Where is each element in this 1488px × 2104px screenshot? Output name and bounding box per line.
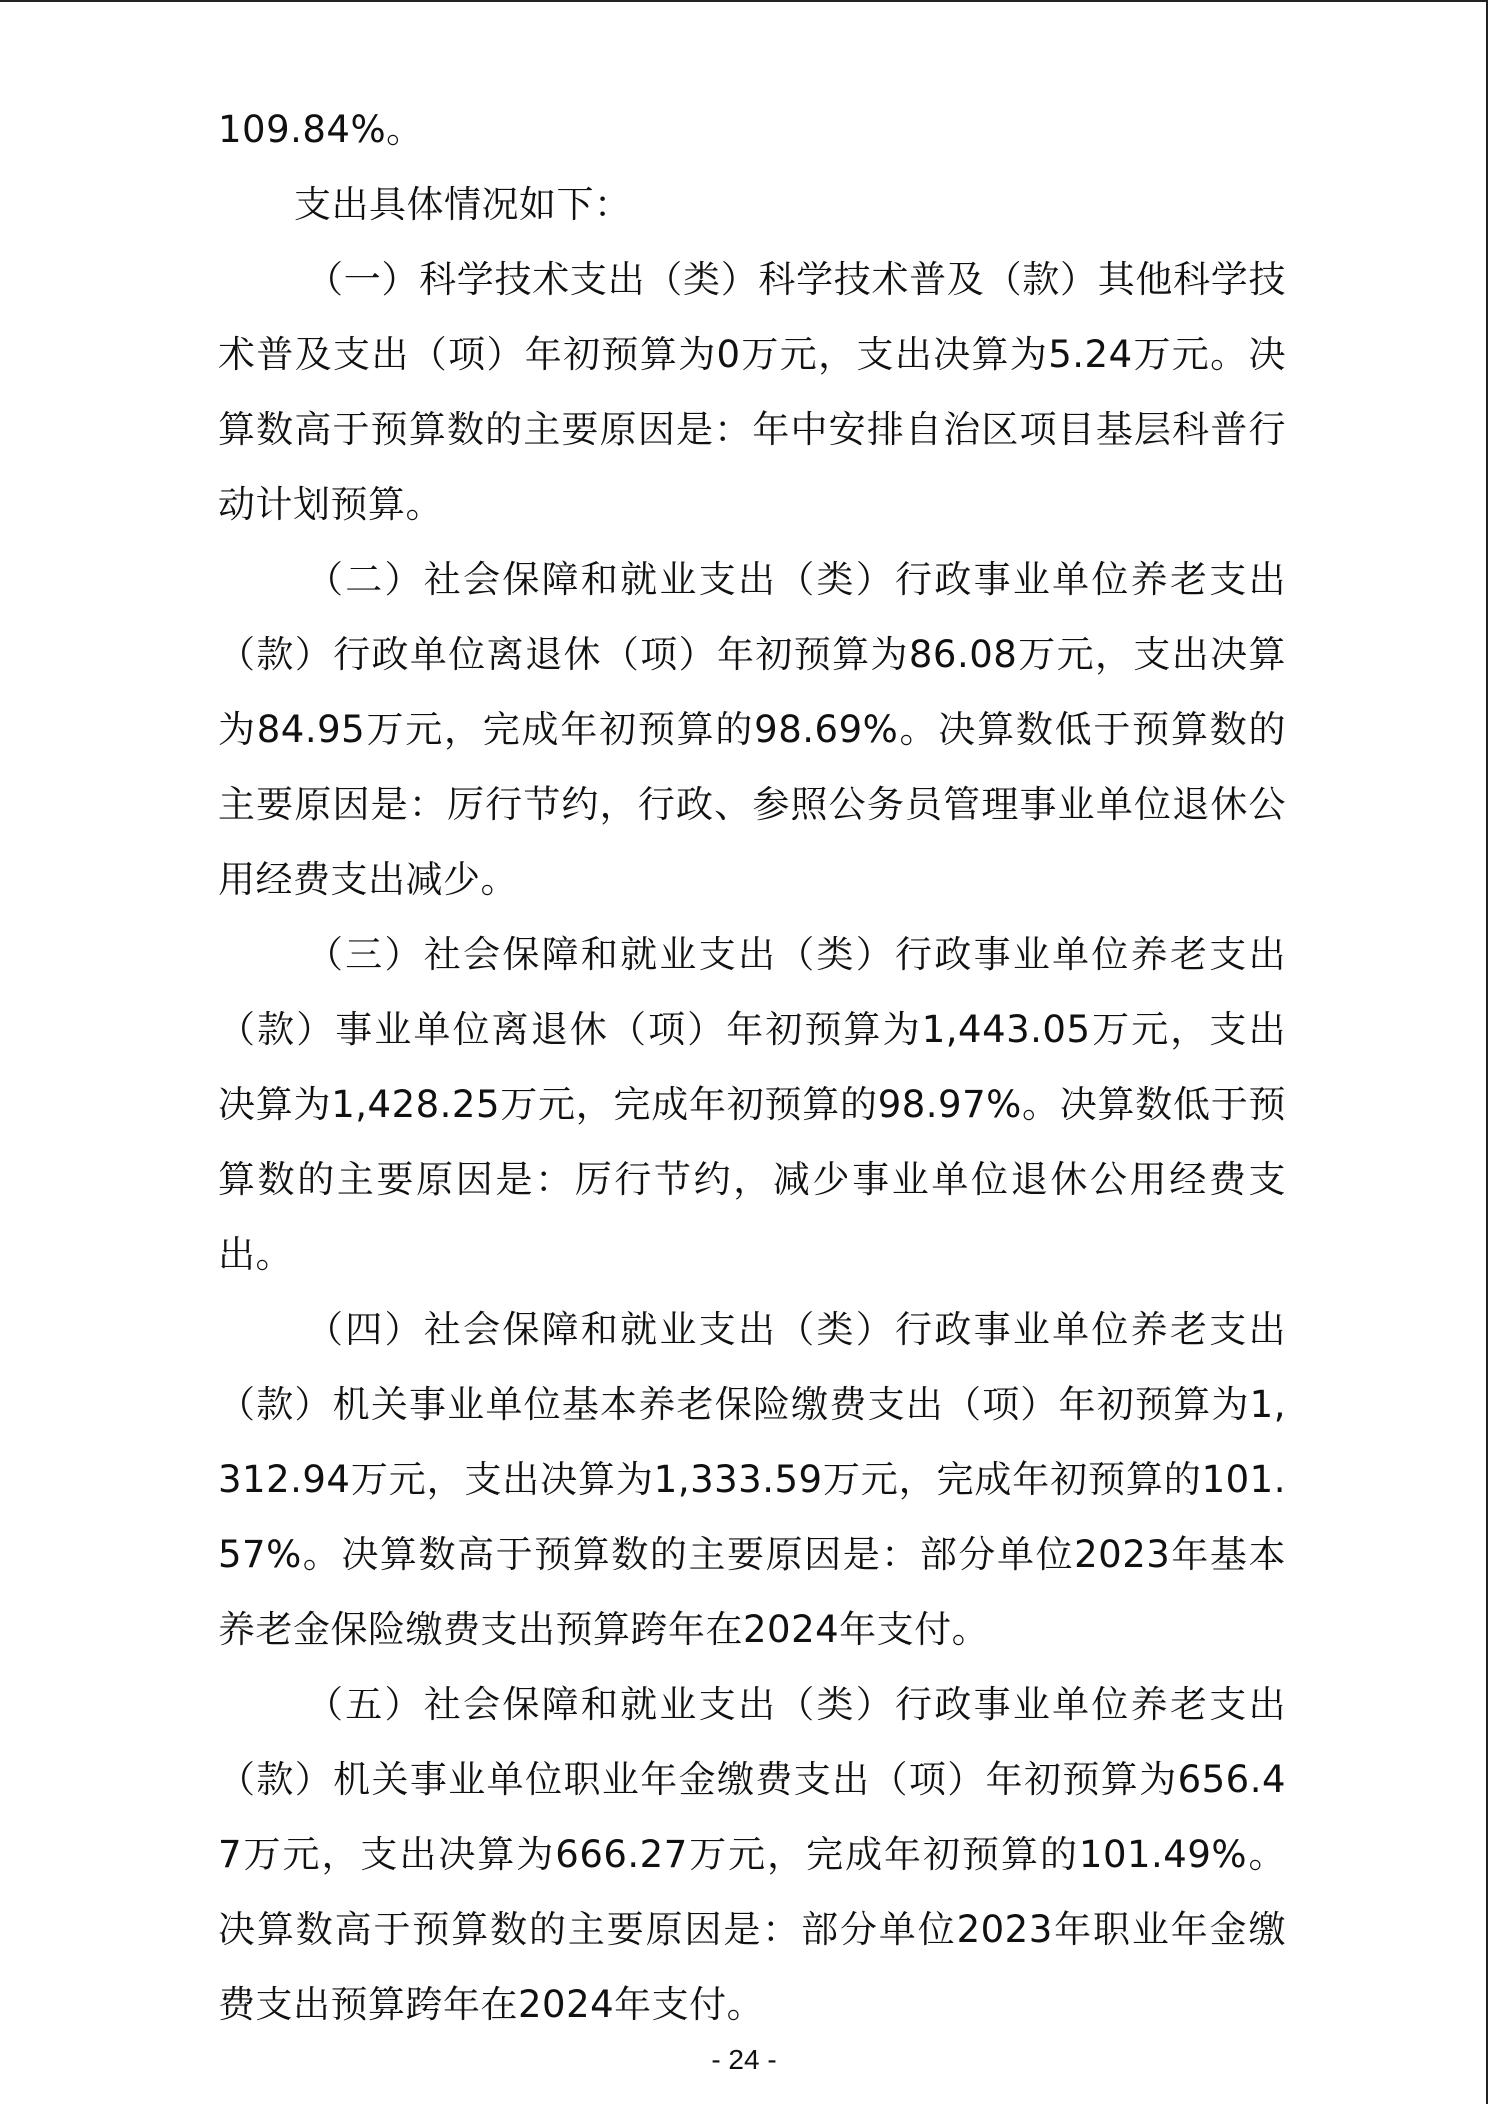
paragraph-item-4: （四）社会保障和就业支出（类）行政事业单位养老支出（款）机关事业单位基本养老保险缴费支出（项）年初预算为1,312.94万元，支出决算为1,333.59万元，完成年初预算的101.57%。决算数高于预算数的主要原因是：部分单位2023年基本养老金保险缴费支出预算跨年在2024年支付。 [218, 1308, 1286, 1651]
page-number: - 24 - [711, 2044, 777, 2075]
paragraph-intro: 支出具体情况如下： [294, 183, 632, 226]
paragraph-item-5: （五）社会保障和就业支出（类）行政事业单位养老支出（款）机关事业单位职业年金缴费支出（项）年初预算为656.47万元，支出决算为666.27万元，完成年初预算的101.49%。决算数高于预算数的主要原因是：部分单位2023年职业年金缴费支出预算跨年在2024年支付。 [218, 1683, 1286, 2026]
document-body [218, 92, 1286, 2042]
paragraph-continuation: 109.84%。 [218, 108, 424, 151]
paragraph-item-1: （一）科学技术支出（类）科学技术普及（款）其他科学技术普及支出（项）年初预算为0万元，支出决算为5.24万元。决算数高于预算数的主要原因是：年中安排自治区项目基层科普行动计划预算。 [218, 258, 1286, 526]
paragraph-item-3: （三）社会保障和就业支出（类）行政事业单位养老支出（款）事业单位离退休（项）年初预算为1,443.05万元，支出决算为1,428.25万元，完成年初预算的98.97%。决算数低于预算数的主要原因是：厉行节约，减少事业单位退休公用经费支出。 [218, 933, 1286, 1276]
paragraph-item-2: （二）社会保障和就业支出（类）行政事业单位养老支出（款）行政单位离退休（项）年初预算为86.08万元，支出决算为84.95万元，完成年初预算的98.69%。决算数低于预算数的主要原因是：厉行节约，行政、参照公务员管理事业单位退休公用经费支出减少。 [218, 558, 1286, 901]
page-border-top [0, 0, 1488, 2]
